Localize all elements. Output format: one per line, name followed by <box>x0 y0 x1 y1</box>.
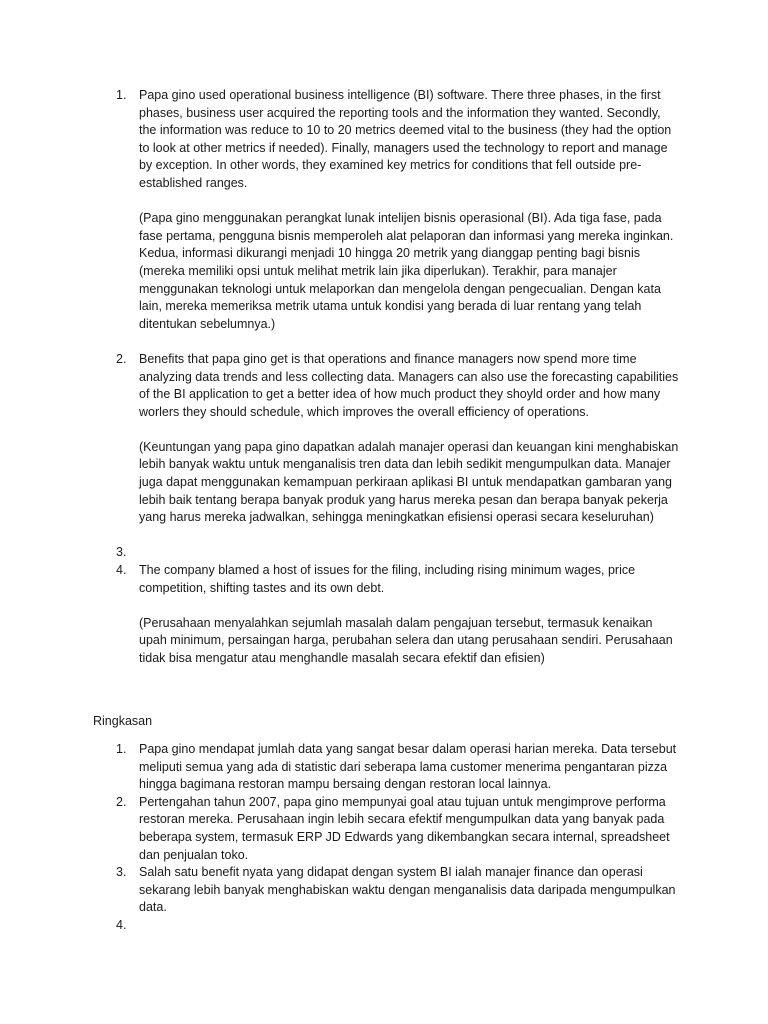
summary-heading: Ringkasan <box>93 714 153 728</box>
list-item <box>0 87 768 333</box>
list-item <box>0 351 768 527</box>
summary-list <box>0 741 768 935</box>
list-item <box>0 544 768 562</box>
paragraph-indonesian: (Papa gino menggunakan perangkat lunak intelijen bisnis operasional (BI). Ada tiga fase, pada fase pertama, pengguna bisnis memperoleh alat pelaporan dan informasi yang mereka inginkan. Kedua, informasi dikurangi menjadi 10 hingga 20 metrik yang dianggap penting bagi bisnis (mereka memiliki opsi untuk melihat metrik lain jika diperlukan). Terakhir, para manajer menggunakan teknologi untuk melaporkan dan mengelola dengan pengecualian. Dengan kata lain, mereka memeriksa metrik utama untuk kondisi yang berada di luar rentang yang telah ditentukan sebelumnya.) <box>139 211 674 331</box>
list-item <box>0 794 768 864</box>
list-item <box>0 917 768 935</box>
summary-text: Pertengahan tahun 2007, papa gino mempunyai goal atau tujuan untuk mengimprove performa restoran mereka. Perusahaan ingin lebih secara efektif mengumpulkan data yang banyak pada beberapa system, termasuk ERP JD Edwards yang dikembangkan secara internal, spreadsheet dan penjualan toko. <box>139 794 670 862</box>
list-item <box>0 864 768 917</box>
list-number: 2. <box>116 351 127 366</box>
list-number: 4. <box>116 917 127 932</box>
paragraph-english: The company blamed a host of issues for the filing, including rising minimum wages, price competition, shifting tastes and its own debt. <box>139 563 636 595</box>
list-number: 4. <box>116 563 127 578</box>
summary-text: Salah satu benefit nyata yang didapat dengan system BI ialah manajer finance dan operasi sekarang lebih banyak menghabiskan waktu dengan menganalisis data daripada mengumpulkan data. <box>139 865 676 915</box>
list-number: 3. <box>116 545 127 560</box>
list-number: 2. <box>116 794 127 809</box>
list-item <box>0 741 768 794</box>
list-number: 1. <box>116 88 127 102</box>
paragraph-english: Papa gino used operational business intelligence (BI) software. There three phases, in the first phases, business user acquired the reporting tools and the information they wanted. Secondly, the information was reduce to 10 to 20 metrics deemed vital to the business (they had the option to look at other metrics if needed). Finally, managers used the technology to report and manage by exception. In other words, they examined key metrics for conditions that fell outside pre-established ranges. <box>139 88 672 190</box>
list-item <box>0 562 768 668</box>
paragraph-indonesian: (Keuntungan yang papa gino dapatkan adalah manajer operasi dan keuangan kini menghabiskan lebih banyak waktu untuk menganalisis tren data dan lebih sedikit mengumpulkan data. Manajer juga dapat menggunakan kemampuan perkiraan aplikasi BI untuk mendapatkan gambaran yang lebih baik tentang berapa banyak produk yang harus mereka pesan dan berapa banyak pekerja yang harus mereka jadwalkan, sehingga meningkatkan efisiensi operasi secara keseluruhan) <box>139 439 679 525</box>
list-number: 1. <box>116 742 127 756</box>
paragraph-english: Benefits that papa gino get is that operations and finance managers now spend more time analyzing data trends and less collecting data. Managers can also use the forecasting capabilities of the BI application to get a better idea of how much product they shoyld order and how many worlers they should schedule, which improves the overall efficiency of operations. <box>139 351 679 419</box>
paragraph-indonesian: (Perusahaan menyalahkan sejumlah masalah dalam pengajuan tersebut, termasuk kenaikan upah minimum, persaingan harga, perubahan selera dan utang perusahaan sendiri. Perusahaan tidak bisa mengatur atau menghandle masalah secara efektif dan efisien) <box>139 615 673 665</box>
summary-text: Papa gino mendapat jumlah data yang sangat besar dalam operasi harian mereka. Data tersebut meliputi semua yang ada di statistic dari seberapa lama customer menerima pengantaran pizza hingga bagimana restoran mampu bersaing dengan restoran local lainnya. <box>139 742 677 792</box>
main-list <box>0 87 768 668</box>
list-number: 3. <box>116 865 127 880</box>
